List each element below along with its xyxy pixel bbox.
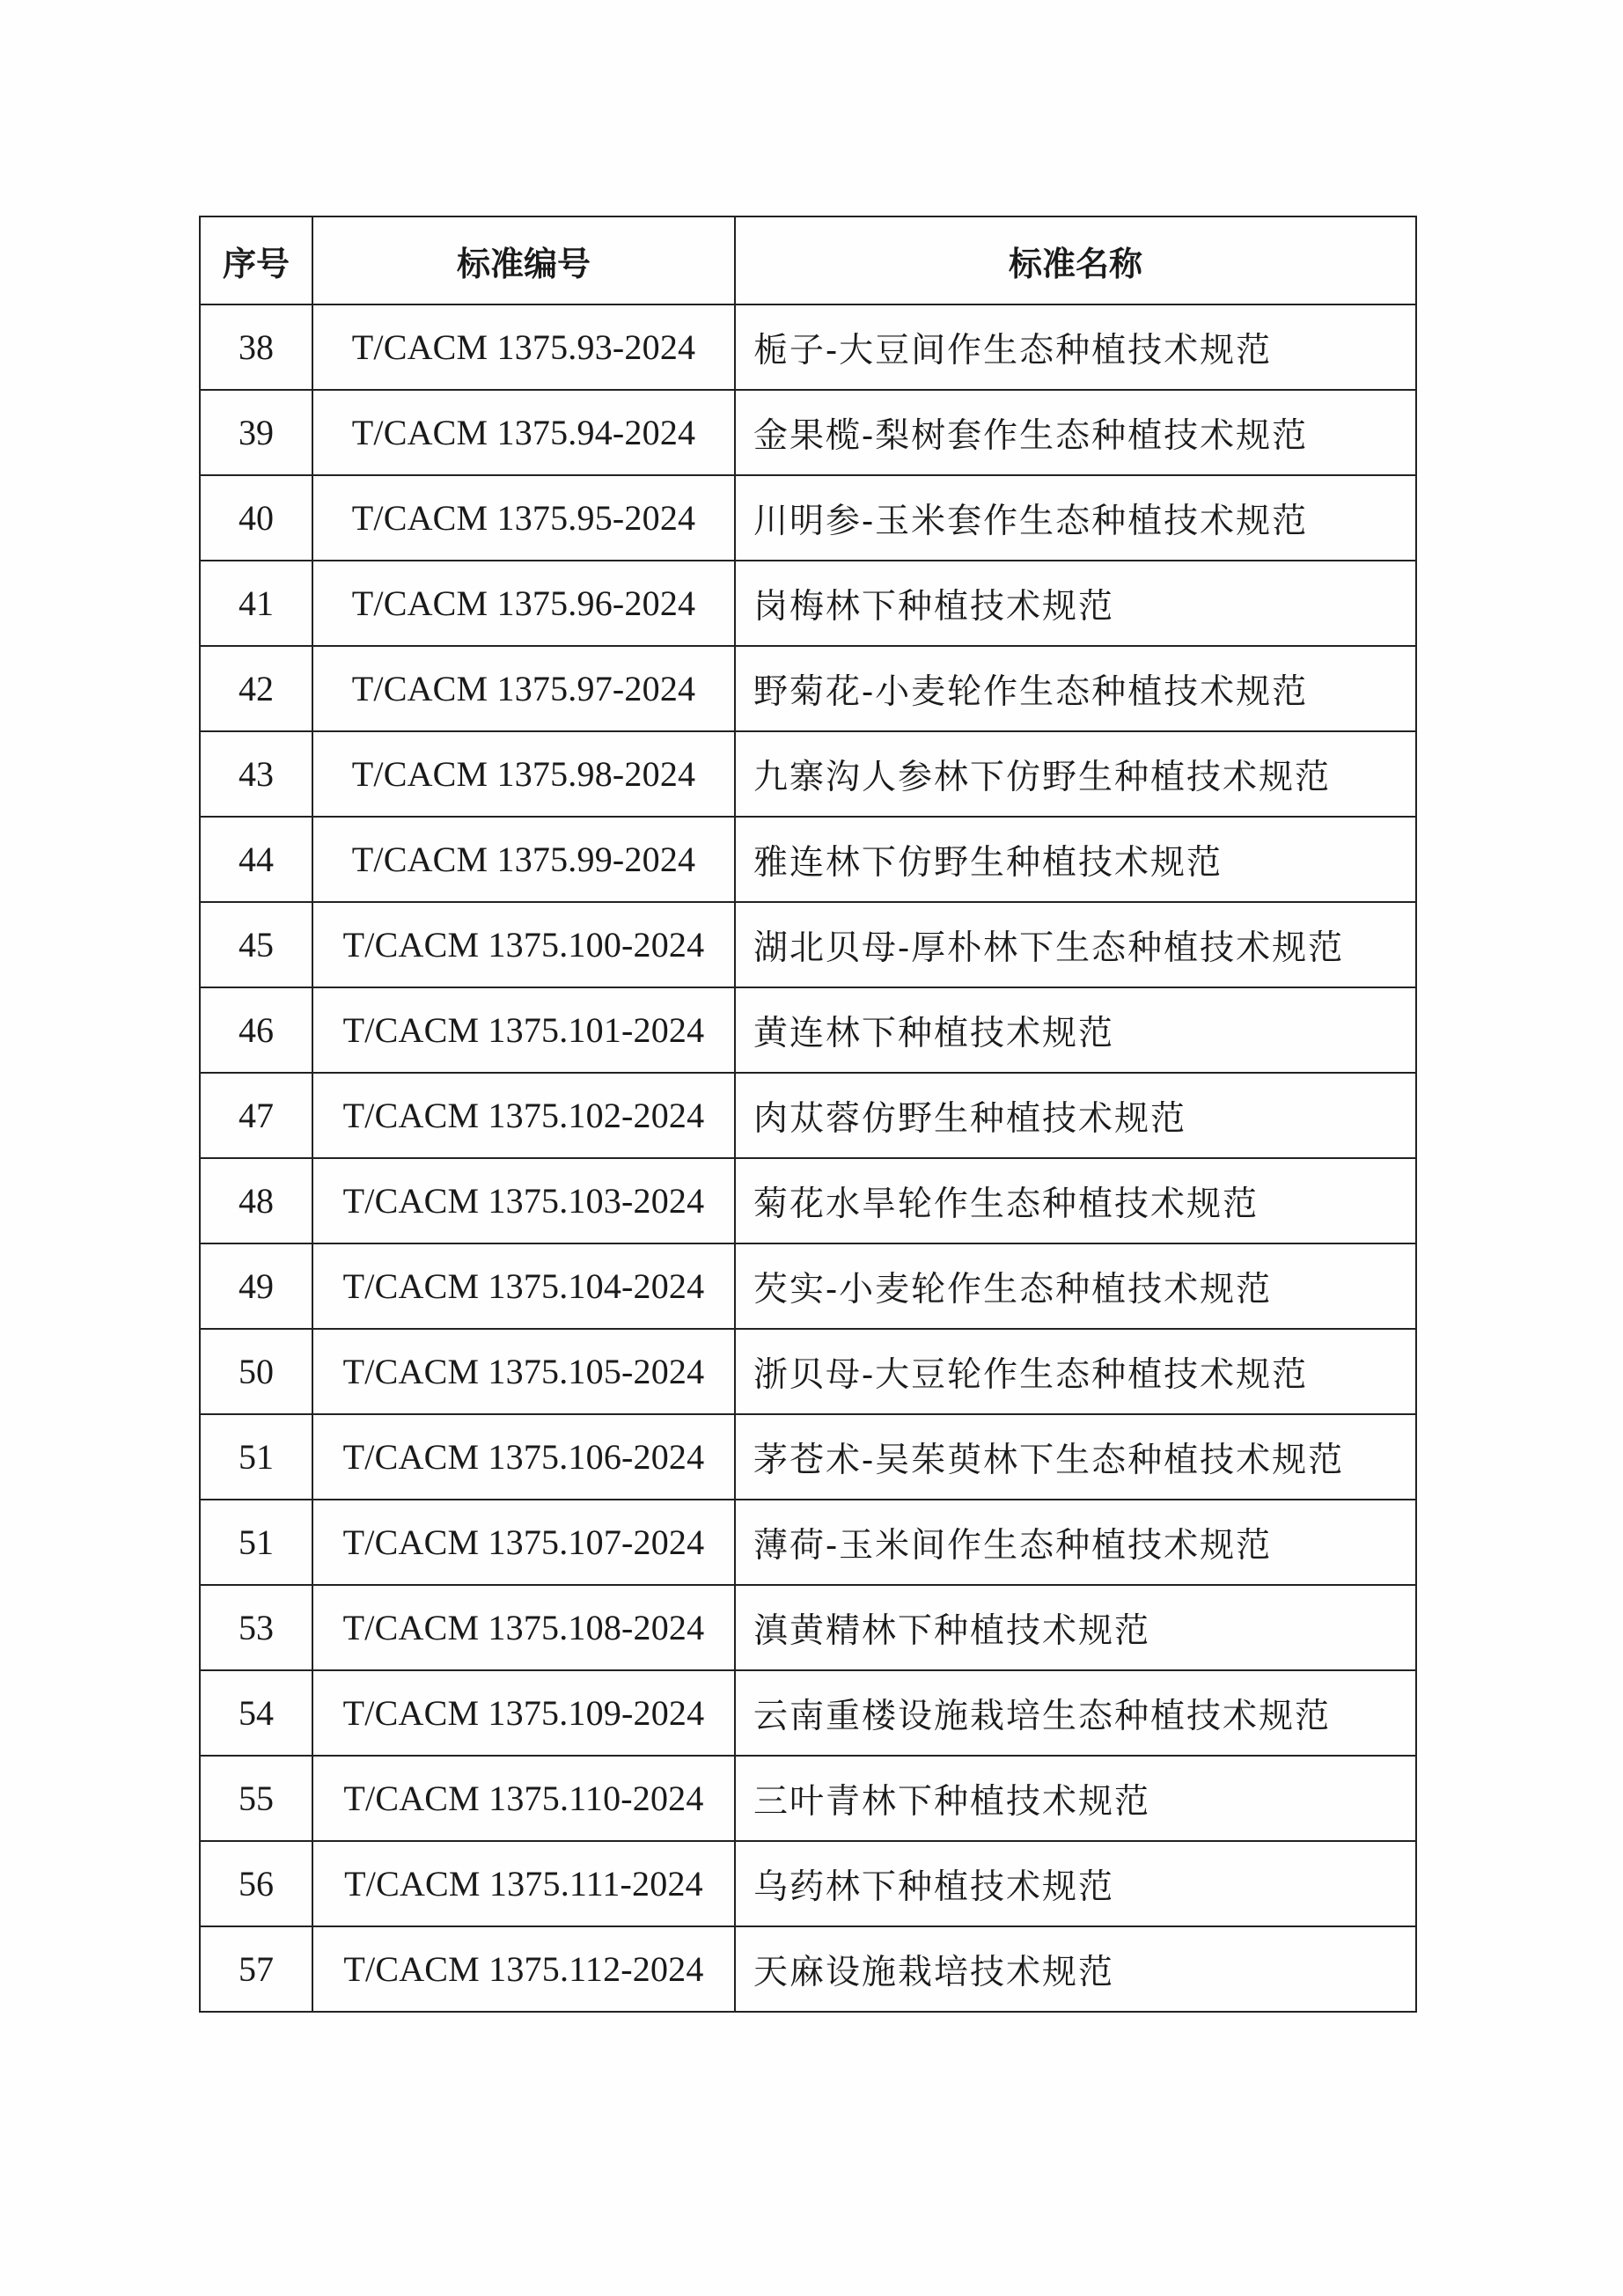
row-standard-code: T/CACM 1375.107-2024 [312,1500,735,1585]
header-standard-code: 标准编号 [312,216,735,304]
table-row [200,561,1416,646]
header-seq: 序号 [200,216,312,304]
table-row [200,817,1416,902]
row-standard-name: 菊花水旱轮作生态种植技术规范 [735,1158,1416,1243]
table-row [200,1585,1416,1670]
row-standard-code: T/CACM 1375.111-2024 [312,1841,735,1926]
table-row [200,304,1416,390]
table-row [200,987,1416,1073]
row-standard-code: T/CACM 1375.99-2024 [312,817,735,902]
row-standard-name: 乌药林下种植技术规范 [735,1841,1416,1926]
row-standard-code: T/CACM 1375.101-2024 [312,987,735,1073]
row-standard-code: T/CACM 1375.95-2024 [312,475,735,561]
table-row [200,731,1416,817]
row-standard-name: 九寨沟人参林下仿野生种植技术规范 [735,731,1416,817]
row-standard-code: T/CACM 1375.104-2024 [312,1243,735,1329]
table-header-row [200,216,1416,304]
table-row [200,1414,1416,1500]
row-seq: 43 [200,731,312,817]
row-standard-code: T/CACM 1375.108-2024 [312,1585,735,1670]
row-seq: 54 [200,1670,312,1756]
row-seq: 38 [200,304,312,390]
row-standard-name: 三叶青林下种植技术规范 [735,1756,1416,1841]
row-standard-code: T/CACM 1375.94-2024 [312,390,735,475]
row-seq: 40 [200,475,312,561]
row-standard-name: 薄荷-玉米间作生态种植技术规范 [735,1500,1416,1585]
row-standard-name: 肉苁蓉仿野生种植技术规范 [735,1073,1416,1158]
table-row [200,1670,1416,1756]
row-standard-code: T/CACM 1375.112-2024 [312,1926,735,2012]
row-standard-name: 浙贝母-大豆轮作生态种植技术规范 [735,1329,1416,1414]
row-standard-code: T/CACM 1375.103-2024 [312,1158,735,1243]
row-seq: 41 [200,561,312,646]
row-standard-name: 雅连林下仿野生种植技术规范 [735,817,1416,902]
table-row [200,1841,1416,1926]
table-row [200,902,1416,987]
table-row [200,1243,1416,1329]
row-standard-code: T/CACM 1375.102-2024 [312,1073,735,1158]
row-standard-name: 茅苍术-吴茱萸林下生态种植技术规范 [735,1414,1416,1500]
row-seq: 42 [200,646,312,731]
table-row [200,1329,1416,1414]
row-seq: 51 [200,1500,312,1585]
table-body [200,304,1416,2012]
row-standard-code: T/CACM 1375.93-2024 [312,304,735,390]
row-standard-name: 黄连林下种植技术规范 [735,987,1416,1073]
row-seq: 48 [200,1158,312,1243]
row-standard-name: 云南重楼设施栽培生态种植技术规范 [735,1670,1416,1756]
row-standard-name: 岗梅林下种植技术规范 [735,561,1416,646]
row-seq: 56 [200,1841,312,1926]
row-standard-code: T/CACM 1375.98-2024 [312,731,735,817]
row-seq: 44 [200,817,312,902]
row-standard-name: 野菊花-小麦轮作生态种植技术规范 [735,646,1416,731]
row-standard-name: 天麻设施栽培技术规范 [735,1926,1416,2012]
row-standard-code: T/CACM 1375.110-2024 [312,1756,735,1841]
row-seq: 45 [200,902,312,987]
row-seq: 57 [200,1926,312,2012]
row-seq: 55 [200,1756,312,1841]
row-standard-code: T/CACM 1375.106-2024 [312,1414,735,1500]
table-row [200,390,1416,475]
table-row [200,1158,1416,1243]
row-standard-name: 金果榄-梨树套作生态种植技术规范 [735,390,1416,475]
row-standard-name: 滇黄精林下种植技术规范 [735,1585,1416,1670]
row-seq: 51 [200,1414,312,1500]
table-row [200,646,1416,731]
row-standard-code: T/CACM 1375.100-2024 [312,902,735,987]
table-row [200,1073,1416,1158]
row-seq: 46 [200,987,312,1073]
row-seq: 49 [200,1243,312,1329]
row-standard-name: 芡实-小麦轮作生态种植技术规范 [735,1243,1416,1329]
row-standard-code: T/CACM 1375.97-2024 [312,646,735,731]
row-seq: 39 [200,390,312,475]
row-standard-code: T/CACM 1375.105-2024 [312,1329,735,1414]
table-row [200,475,1416,561]
row-standard-name: 湖北贝母-厚朴林下生态种植技术规范 [735,902,1416,987]
standards-table [199,216,1417,2013]
table-row [200,1756,1416,1841]
table-row [200,1500,1416,1585]
row-standard-code: T/CACM 1375.109-2024 [312,1670,735,1756]
table-row [200,1926,1416,2012]
row-seq: 53 [200,1585,312,1670]
row-standard-code: T/CACM 1375.96-2024 [312,561,735,646]
row-standard-name: 川明参-玉米套作生态种植技术规范 [735,475,1416,561]
row-standard-name: 栀子-大豆间作生态种植技术规范 [735,304,1416,390]
row-seq: 50 [200,1329,312,1414]
header-standard-name: 标准名称 [735,216,1416,304]
row-seq: 47 [200,1073,312,1158]
